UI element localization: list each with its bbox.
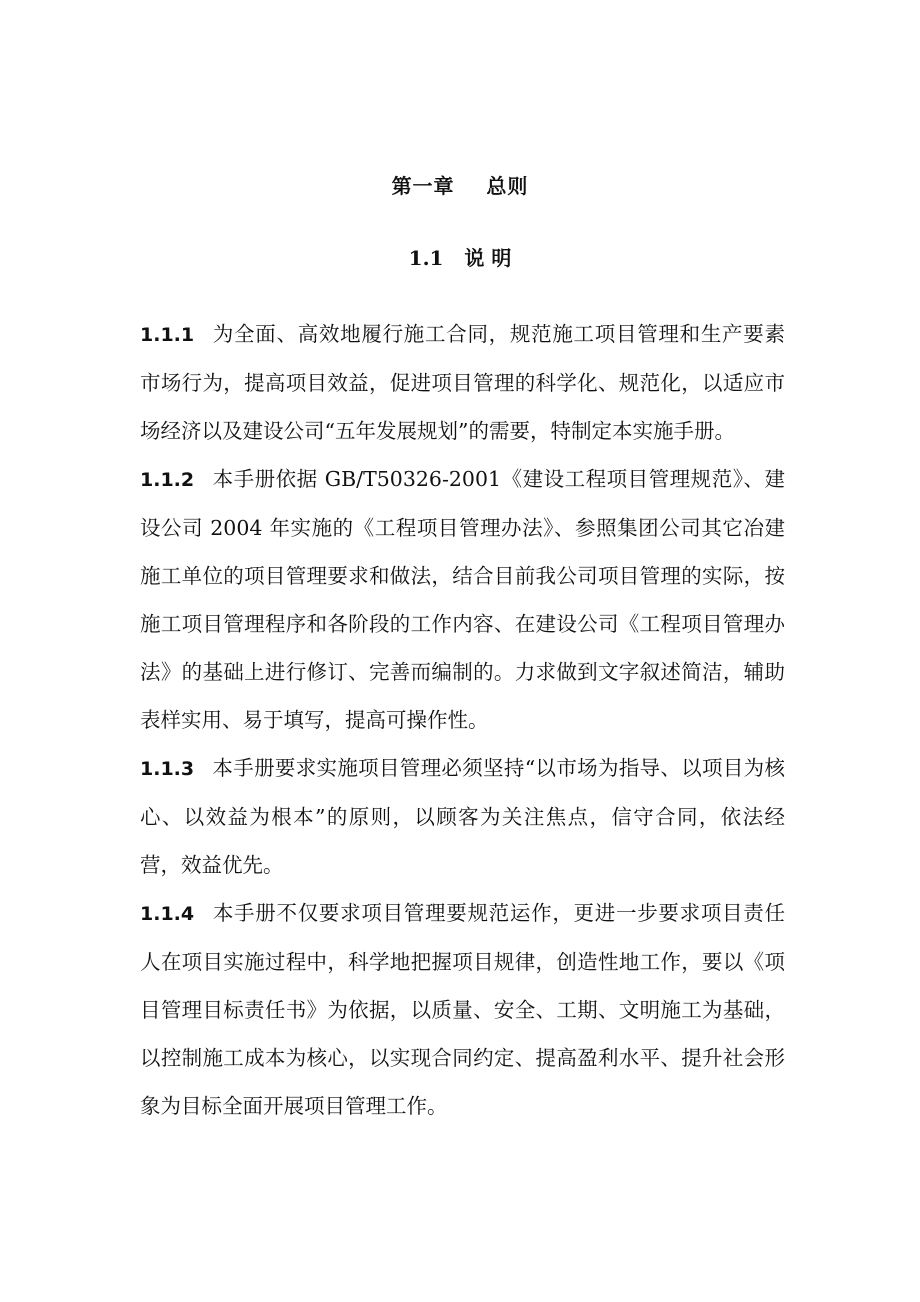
document-body	[140, 310, 785, 1130]
paragraph-number: 1.1.1	[140, 324, 195, 346]
paragraph-number: 1.1.3	[140, 758, 195, 780]
paragraph-text: 本手册依据 GB/T50326-2001《建设工程项目管理规范》、建设公司 2004 年实施的《工程项目管理办法》、参照集团公司其它冶建施工单位的项目管理要求和做法，结合目前我公司项目管理的实际，按施工项目管理程序和各阶段的工作内容、在建设公司《工程项目管理办法》的基础上进行修订、完善而编制的。力求做到文字叙述简洁，辅助表样实用、易于填写，提高可操作性。	[140, 467, 785, 732]
paragraph-1-1-4	[140, 889, 785, 1130]
paragraph-number: 1.1.2	[140, 469, 195, 491]
section-title: 1.1 说 明	[408, 246, 512, 270]
paragraph-1-1-3	[140, 744, 785, 889]
paragraph-text: 为全面、高效地履行施工合同，规范施工项目管理和生产要素市场行为，提高项目效益，促进项目管理的科学化、规范化，以适应市场经济以及建设公司“五年发展规划”的需要，特制定本实施手册。	[140, 322, 785, 443]
paragraph-text: 本手册要求实施项目管理必须坚持“以市场为指导、以项目为核心、以效益为根本”的原则，以顾客为关注焦点，信守合同，依法经营，效益优先。	[140, 756, 785, 877]
paragraph-1-1-2	[140, 455, 785, 744]
chapter-title: 第一章 总则	[391, 174, 529, 198]
paragraph-text: 本手册不仅要求项目管理要规范运作，更进一步要求项目责任人在项目实施过程中，科学地把握项目规律，创造性地工作，要以《项目管理目标责任书》为依据，以质量、安全、工期、文明施工为基础，以控制施工成本为核心，以实现合同约定、提高盈利水平、提升社会形象为目标全面开展项目管理工作。	[140, 901, 785, 1118]
paragraph-1-1-1	[140, 310, 785, 455]
paragraph-number: 1.1.4	[140, 903, 195, 925]
